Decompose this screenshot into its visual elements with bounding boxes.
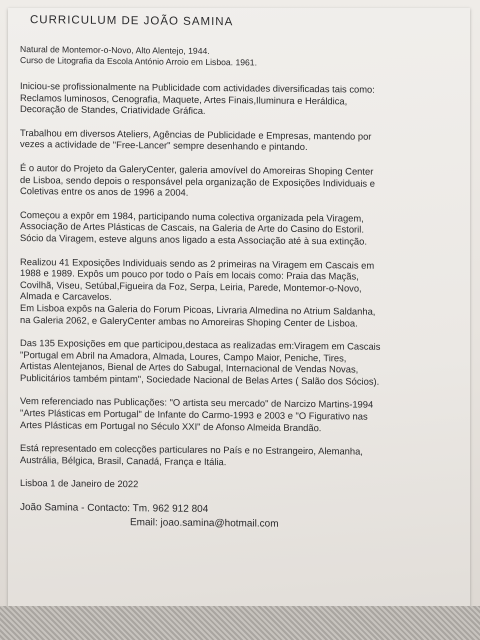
paragraph-collections [20, 442, 468, 470]
text-line: vezes a actividade de "Free-Lancer" sempre desenhando e pintando. [20, 138, 308, 153]
intro-line: Natural de Montemor-o-Novo, Alto Alentejo, 1944. [20, 44, 210, 56]
text-line: Austrália, Bélgica, Brasil, Canadá, França e Itália. [20, 453, 227, 468]
document-title: CURRICULUM DE JOÃO SAMINA [30, 14, 234, 29]
paragraph-publications [20, 395, 468, 434]
contact-phone: João Samina - Contacto: Tm. 962 912 804 [20, 502, 209, 516]
text-line: Em Lisboa expôs na Galeria do Forum Picoas, Livraria Almedina no Atrium Saldanha, [20, 301, 376, 317]
paragraph-career-start [20, 80, 468, 119]
text-line: Das 135 Exposições em que participou,destaca as realizadas em:Viragem em Cascais [20, 337, 381, 352]
text-line: Reclamos luminosos, Cenografia, Maquete, Artes Finais,Iluminura e Heráldica, [20, 91, 348, 107]
textured-surface [0, 606, 480, 640]
text-line: Decoração de Standes, Criatividade Gráfica. [20, 103, 206, 117]
text-line: Almada e Carcavelos. [20, 290, 112, 303]
paragraph-individual-exhibitions [20, 256, 468, 330]
text-line: Sócio da Viragem, esteve alguns anos ligado a esta Associação até à sua extinção. [20, 231, 367, 247]
text-line: Iniciou-se profissionalmente na Publicidade com actividades diversificadas tais como: [20, 80, 375, 95]
intro-block [20, 44, 468, 71]
paragraph-first-exhibition [20, 209, 468, 248]
text-line: Começou a expôr em 1984, participando numa colectiva organizada pela Viragem, [20, 208, 364, 224]
text-line: Realizou 41 Exposições Individuais sendo as 2 primeiras na Viragem em Cascais em [20, 255, 375, 271]
text-line: "Portugal em Abril na Amadora, Almada, Loures, Campo Maior, Peniche, Tires, [20, 348, 347, 364]
text-line: Está representado em colecções particulares no País e no Estrangeiro, Alemanha, [20, 442, 363, 457]
text-line: Coletivas entre os anos de 1996 a 2004. [20, 185, 189, 198]
text-line: Covilhã, Viseu, Setúbal,Figueira da Foz, Serpa, Leiria, Parede, Montemor-o-Novo, [20, 278, 362, 294]
text-line: de Lisboa, sendo depois o responsável pela organização de Exposições Individuais e [20, 173, 375, 189]
text-line: Artistas Alentejanos, Bienal de Artes do Sabugal, Internacional de Vendas Novas, [20, 360, 359, 375]
curriculum-document [20, 14, 468, 534]
document-date: Lisboa 1 de Janeiro de 2022 [20, 477, 139, 490]
text-line: 1988 e 1989. Expôs um pouco por todo o País em locais como: Praia das Maçãs, [20, 267, 359, 282]
paragraph-galerycenter [20, 162, 468, 201]
contact-email: Email: joao.samina@hotmail.com [130, 517, 279, 530]
text-line: Associação de Artes Plásticas de Cascais, na Galeria de Arte do Casino do Estoril. [20, 220, 364, 235]
text-line: É o autor do Projeto da GaleryCenter, galeria amovível do Amoreiras Shoping Center [20, 161, 374, 177]
paragraph-ateliers [20, 127, 468, 155]
text-line: "Artes Plásticas em Portugal" de Infante do Carmo-1993 e 2003 e "O Figurativo nas [20, 407, 368, 422]
contact-block [20, 501, 468, 534]
text-line: Artes Plásticas em Portugal no Século XXI" de Afonso Almeida Brandão. [20, 418, 322, 433]
text-line: Vem referenciado nas Publicações: "O artista seu mercado" de Narcizo Martins-1994 [20, 395, 374, 411]
paragraph-collective-exhibitions [20, 337, 468, 388]
text-line: na Galeria 2062, e GaleryCenter ambas no Amoreiras Shoping Center de Lisboa. [20, 313, 358, 329]
text-line: Trabalhou em diversos Ateliers, Agências de Publicidade e Empresas, mantendo por [20, 126, 372, 142]
intro-line: Curso de Litografia da Escola António Arroio em Lisboa. 1961. [20, 55, 257, 68]
text-line: Publicitários também pintam", Sociedade Nacional de Belas Artes ( Salão dos Sócios). [20, 371, 380, 387]
